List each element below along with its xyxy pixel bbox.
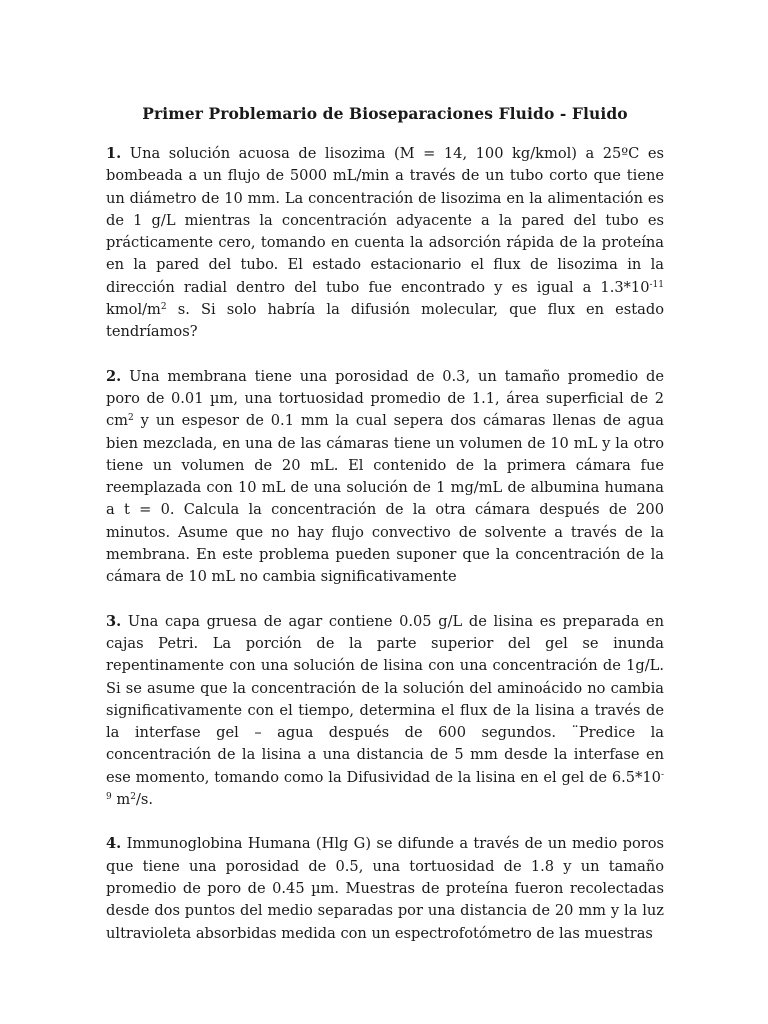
problem-number: 3. bbox=[106, 612, 122, 630]
problem-1 bbox=[106, 143, 664, 344]
problem-text: Immunoglobina Humana (Hlg G) se difunde a través de un medio poros que tiene una porosidad de 0.5, una tortuosidad de 1.8 y un tamaño promedio de poro de 0.45 µm. Muestras de proteína fueron recolectadas desde dos puntos del medio separadas por una distancia de 20 mm y la luz ultravioleta absorbidas medida con un espectrofotómetro de las muestras bbox=[106, 835, 664, 942]
problem-text: kmol/m bbox=[106, 301, 161, 319]
problem-3 bbox=[106, 611, 664, 812]
superscript: -11 bbox=[649, 279, 664, 290]
document-title: Primer Problemario de Bioseparaciones Fluido - Fluido bbox=[142, 104, 628, 123]
superscript: 2 bbox=[130, 792, 136, 803]
problem-2 bbox=[106, 366, 664, 589]
problem-number: 2. bbox=[106, 367, 122, 385]
problem-text: s. Si solo habría la difusión molecular, que flux en estado tendríamos? bbox=[106, 301, 664, 341]
problem-4 bbox=[106, 833, 664, 944]
superscript: 2 bbox=[128, 413, 134, 424]
problem-text: /s. bbox=[135, 791, 153, 809]
superscript: -9 bbox=[106, 769, 664, 803]
problem-text: y un espesor de 0.1 mm la cual sepera dos cámaras llenas de agua bien mezclada, en una de las cámaras tiene un volumen de 10 mL y la otro tiene un volumen de 20 mL. El contenido de la primera cámara fue reemplazada con 10 mL de una solución de 1 mg/mL de albumina humana a t = 0. Calcula la concentración de la otra cámara después de 200 minutos. Asume que no hay flujo convectivo de solvente a través de la membrana. En este problema pueden suponer que la concentración de la cámara de 10 mL no cambia significativamente bbox=[106, 412, 664, 586]
problem-number: 4. bbox=[106, 835, 122, 853]
problem-text: Una solución acuosa de lisozima (M = 14, 100 kg/kmol) a 25ºC es bombeada a un flujo de 5000 mL/min a través de un tubo corto que tiene un diámetro de 10 mm. La concentración de lisozima en la alimentación es de 1 g/L mientras la concentración adyacente a la pared del tubo es prácticamente cero, tomando en cuenta la adsorción rápida de la proteína en la pared del tubo. El estado estacionario el flux de lisozima in la dirección radial dentro del tubo fue encontrado y es igual a 1.3*10 bbox=[106, 145, 664, 296]
superscript: 2 bbox=[160, 302, 167, 313]
problem-text: Una membrana tiene una porosidad de 0.3, un tamaño promedio de poro de 0.01 µm, una tortuosidad promedio de 1.1, área superficial de 2 cm bbox=[106, 367, 664, 430]
problem-text: Una capa gruesa de agar contiene 0.05 g/L de lisina es preparada en cajas Petri. La porción de la parte superior del gel se inunda repentinamente con una solución de lisina con una concentración de 1g/L. Si se asume que la concentración de la solución del aminoácido no cambia significativamente con el tiempo, determina el flux de la lisina a través de la interfase gel – agua después de 600 segundos. ¨Predice la concentración de la lisina a una distancia de 5 mm desde la interfase en ese momento, tomando como la Difusividad de la lisina en el gel de 6.5*10 bbox=[106, 612, 664, 786]
problem-text: m bbox=[111, 791, 131, 809]
problem-number: 1. bbox=[106, 145, 122, 162]
